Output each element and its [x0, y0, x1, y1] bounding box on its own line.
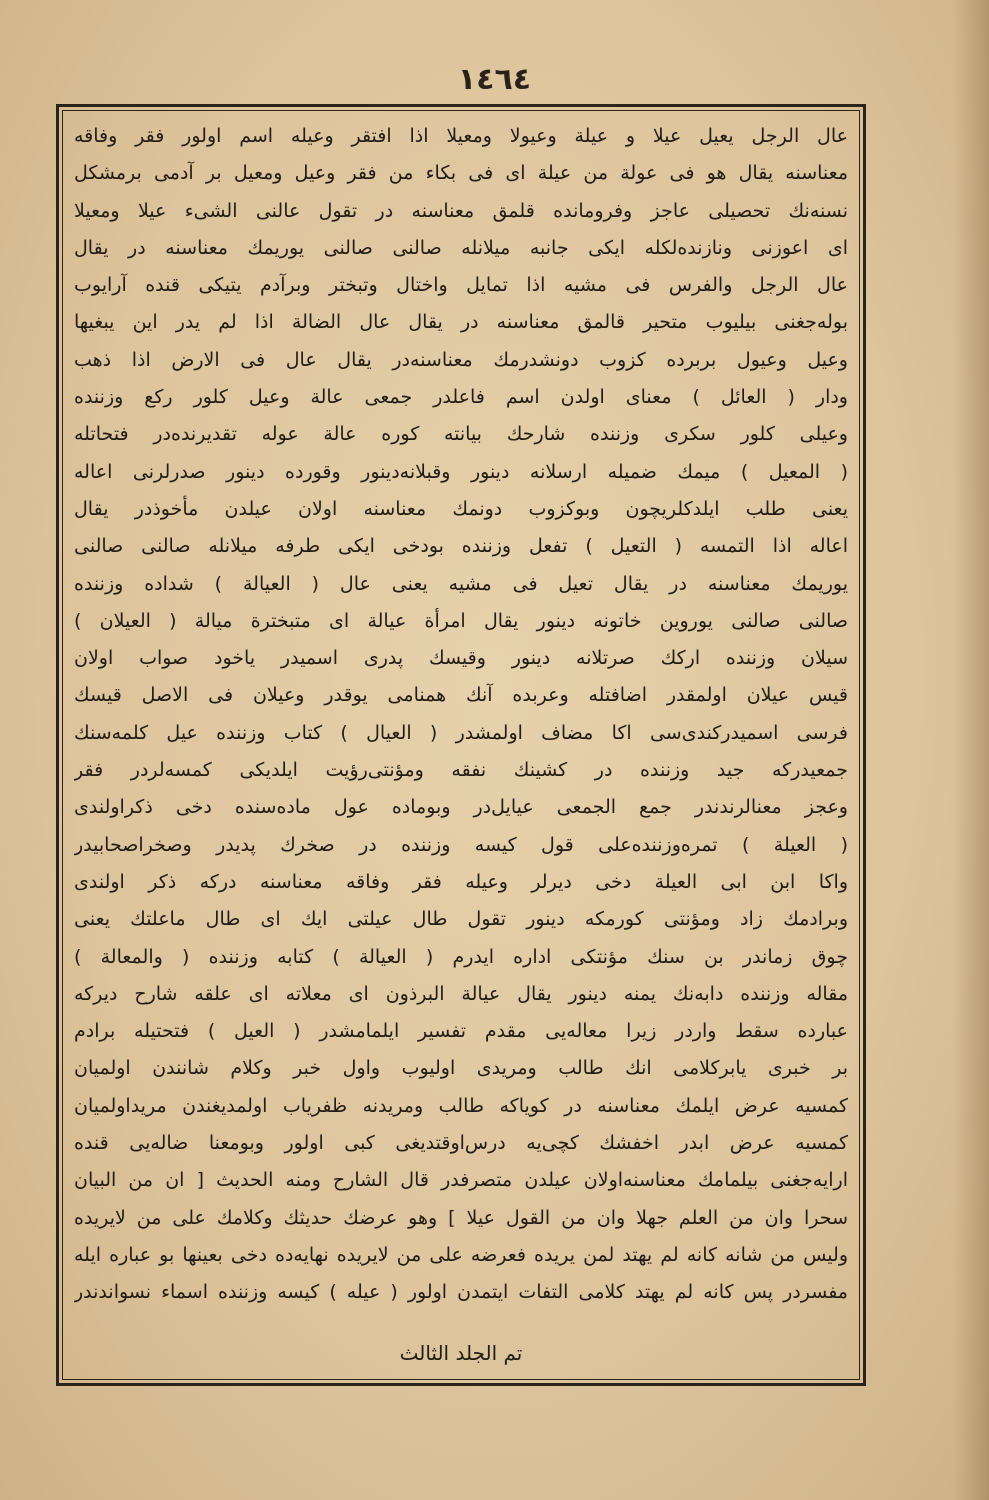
text-line: نسنه‌نك تحصيلى عاجز وفرومانده قلمق معناسنه در تقول عالنى الشىء عيلا ومعيلا [74, 199, 848, 222]
text-line: سحرا وان من العلم جهلا وان من القول عيلا ] وهو عرضك حديثك وكلامك على من لايريده [74, 1206, 848, 1229]
text-line: صالنى صالنى يوروين خاتونه دينور يقال امرأة عيالة اى متبخترة ميالة ( العيلان ) [74, 609, 848, 632]
page-number: ١٤٦٤ [457, 62, 532, 97]
spine-shadow [953, 0, 989, 1500]
text-line: كمسيه عرض ايلمك معناسنه در كوياكه طالب ومريدنه ظفرياب اولمديغندن مريداولميان [74, 1094, 848, 1117]
text-line: ( المعيل ) ميمك ضميله ارسلانه دينور وقبلانه‌دينور وقورده دينور صدرلرنى اعاله [74, 460, 848, 483]
text-line: مقاله وزننده دابه‌نك يمنه دينور يقال عيالة البرذون اى معلاته اى علقه شارح ديركه [74, 982, 848, 1005]
text-line: وعيلى كلور سكرى وزننده شارحك بيانته كوره عالة عوله تقديرنده‌در فتحاتله [74, 423, 848, 446]
text-line: يوريمك معناسنه در يقال تعيل فى مشيه يعنى عال ( العيالة ) شداده وزننده [74, 572, 848, 595]
text-line: بر خبرى يابركلامى انك طالب ومريدى اوليوب واول خبر وكلام شانندن اولميان [74, 1057, 848, 1080]
text-line: واكا ابن ابى العيلة دخى ديرلر وعيله فقر وفاقه معناسنه درکه ذكر اولندى [74, 870, 848, 893]
text-line: ارايه‌جغنى بيلمامك معناسنه‌اولان عيلدن متصرفدر قال الشارح ومنه الحديث [ ان من البيان [74, 1169, 848, 1192]
text-line: قيس عيلان اولمقدر اضافتله وعربده آنك همنامى يوقدر وعيلان فى الاصل قيسك [74, 684, 848, 707]
text-line: اعاله اذا التمسه ( التعيل ) تفعل وزننده بودخى ايكى طرفه ميلانله صالنى صالنى [74, 535, 848, 558]
text-line: عبارده سقط واردر زيرا معاله‌يى مقدم تفسير ايلمامشدر ( العيل ) فتحتيله برادم [74, 1020, 848, 1043]
text-line: سيلان وزننده اركك صرتلانه دينور وقيسك پدرى اسميدر ياخود صواب اولان [74, 647, 848, 670]
text-line: يعنى طلب ايلدكلريچون وبوكزوب دونمك معناسنه اولان عيلدن مأخوذدر يقال [74, 497, 848, 520]
text-line: وعجز معنالرندندر جمع الجمعى عيايل‌در وبوماده عول ماده‌سنده دخى ذكراولندى [74, 796, 848, 819]
text-line: جمعيدركه جيد وزننده در كشينك نفقه ومؤنتى‌رؤيت ايلديكى كمسه‌لردر فقر [74, 759, 848, 782]
text-line: بوله‌جغنى بيليوب متحير قالمق معناسنه در يقال عال الضالة اذا لم يدر اين يبغيها [74, 311, 848, 334]
text-line: معناسنه يقال هو فى عولة من عيلة اى فى بكاء من فقر وعيل ومعيل بر آدمى برمشكل [74, 162, 848, 185]
text-line: كمسيه عرض ابدر اخفشك كچى‌يه درس‌اوقتديغى كبى اولور وبومعنا ضاله‌يى قنده [74, 1132, 848, 1155]
text-line: اى اعوزنى ونازنده‌لكله ايكى جانبه ميلانله صالنى صالنى يوريمك معناسنه در يقال [74, 236, 848, 259]
volume-end-line: تم الجلد الثالث [399, 1341, 523, 1365]
text-line: فرسى اسميدركندى‌سى اكا مضاف اولمشدر ( العيال ) كتاب وزننده عيل كلمه‌سنك [74, 721, 848, 744]
text-body [74, 118, 848, 1312]
text-line: چوق زماندر بن سنك مؤنتكى اداره ايدرم ( العيالة ) كتابه وزننده ( والمعالة ) [74, 945, 848, 968]
text-line: مفسردر پس كانه لم يهتد كلامى التفات ايتمدن اولور ( عيله ) كيسه وزننده اسماء نسواندندر [74, 1281, 848, 1304]
text-line: عال الرجل والفرس فى مشيه اذا تمايل واختال وتبختر وبرآدم يتيكى قنده آرايوب [74, 274, 848, 297]
text-line: ( العيلة ) تمره‌وزننده‌على قول كيسه وزننده در صخرك پديدر وصخراصحابيدر [74, 833, 848, 856]
text-line: وليس من شانه كانه لم يهتد لمن يريده فعرضه على من لايريده نهايه‌ده دخى بعينها بو عباره ايله [74, 1243, 848, 1266]
text-line: وعيل وعيول بربرده كزوب دونشدرمك معناسنه‌در يقال عال فى الارض اذا ذهب [74, 348, 848, 371]
text-line: وبرادمك زاد ومؤنتى كورمكه دينور تقول طال عيلتى ايك اى طال ماعلتك يعنى [74, 908, 848, 931]
text-line: ودار ( العائل ) معناى اولدن اسم فاعلدر جمعى عالة وعيل كلور ركع وزننده [74, 386, 848, 409]
text-line: عال الرجل يعيل عيلا و عيلة وعيولا ومعيلا اذا افتقر وعيله اسم اولور فقر وفاقه [74, 125, 848, 147]
